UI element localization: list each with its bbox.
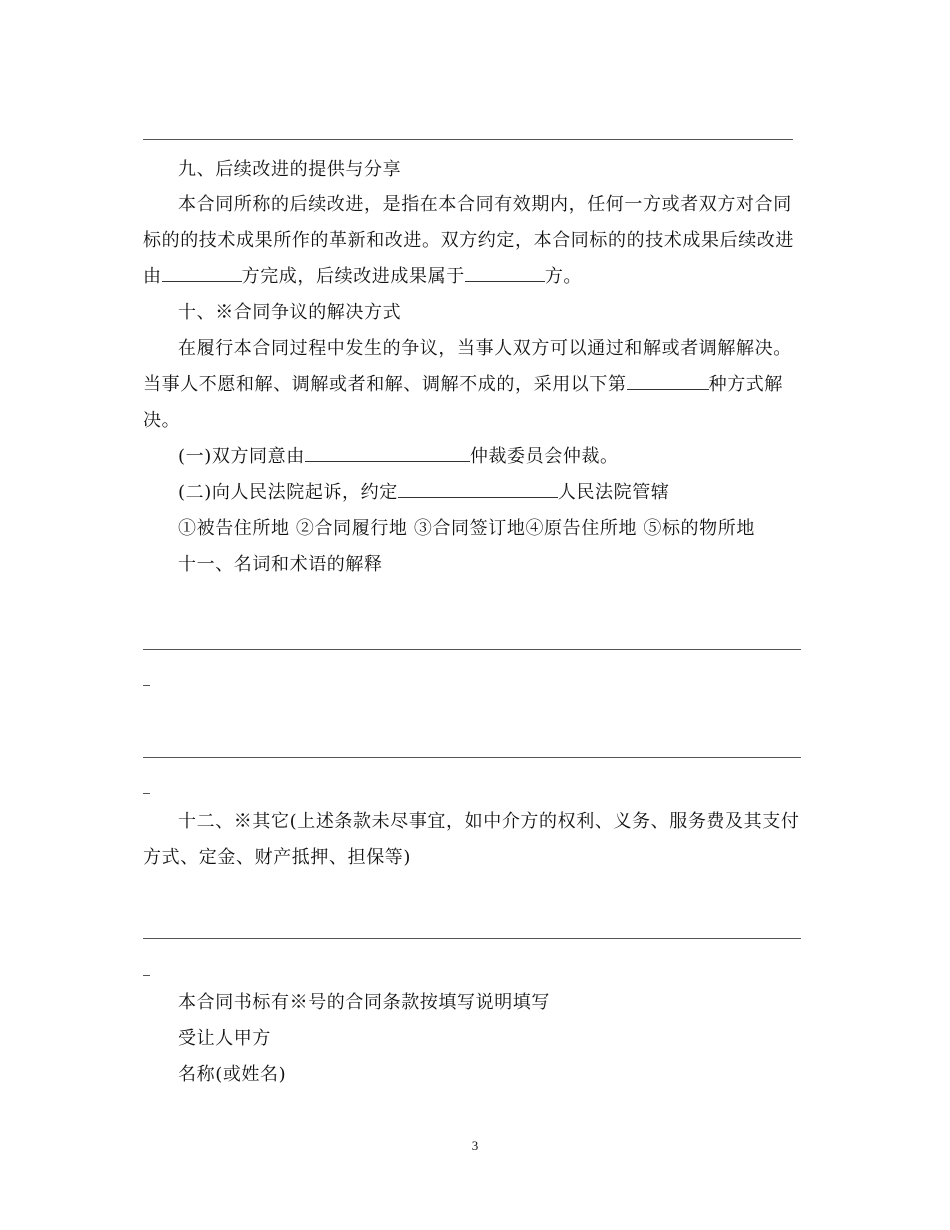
text-fragment: 仲裁委员会仲裁。 <box>469 446 619 467</box>
fill-line[interactable] <box>143 649 801 650</box>
blank-field-improver[interactable] <box>162 265 242 282</box>
section-12-line-1: 十二、※其它(上述条款未尽事宜，如中介方的权利、义务、服务费及其支付 <box>178 811 800 832</box>
jurisdiction-places: ①被告住所地 ②合同履行地 ③合同签订地④原告住所地 ⑤标的物所地 <box>178 518 755 539</box>
party-label: 受让人甲方 <box>178 1028 271 1049</box>
fill-line[interactable] <box>143 757 801 758</box>
name-label: 名称(或姓名) <box>178 1064 287 1085</box>
section-9-heading: 九、后续改进的提供与分享 <box>178 159 402 180</box>
section-10-paragraph-line-2 <box>143 373 783 397</box>
fill-instruction-note: 本合同书标有※号的合同条款按填写说明填写 <box>178 992 550 1013</box>
blank-field-method[interactable] <box>627 373 709 390</box>
page-number: 3 <box>471 1138 479 1153</box>
fill-line-tail <box>143 975 150 976</box>
fill-line-tail <box>143 793 150 794</box>
text-fragment: 种方式解 <box>708 374 784 395</box>
text-fragment: 人民法院管辖 <box>557 482 670 503</box>
section-11-heading: 十一、名词和术语的解释 <box>178 554 383 575</box>
blank-field-arbitration-committee[interactable] <box>305 445 470 462</box>
blank-field-court[interactable] <box>398 481 558 498</box>
section-9-paragraph-line-2: 标的的技术成果所作的革新和改进。双方约定，本合同标的的技术成果后续改进 <box>143 230 794 251</box>
text-fragment: 当事人不愿和解、调解或者和解、调解不成的，采用以下第 <box>143 374 627 395</box>
option-court <box>178 481 669 505</box>
fill-line-tail <box>143 685 150 686</box>
text-fragment: (一)双方同意由 <box>178 446 305 467</box>
text-fragment: 方。 <box>544 266 583 287</box>
section-9-paragraph-line-3 <box>143 265 582 289</box>
text-fragment: 方完成，后续改进成果属于 <box>241 266 465 287</box>
section-10-heading: 十、※合同争议的解决方式 <box>178 302 402 323</box>
text-fragment: 由 <box>143 266 162 287</box>
section-10-paragraph-line-1: 在履行本合同过程中发生的争议，当事人双方可以通过和解或者调解解决。 <box>178 338 792 359</box>
option-arbitration <box>178 445 619 469</box>
text-fragment: (二)向人民法院起诉，约定 <box>178 482 398 503</box>
section-12-line-2: 方式、定金、财产抵押、担保等) <box>143 847 412 868</box>
section-10-paragraph-line-3: 决。 <box>143 410 181 431</box>
top-divider <box>143 139 793 140</box>
blank-field-owner[interactable] <box>465 265 545 282</box>
fill-line[interactable] <box>143 938 801 939</box>
section-9-paragraph-line-1: 本合同所称的后续改进，是指在本合同有效期内，任何一方或者双方对合同 <box>178 194 792 215</box>
